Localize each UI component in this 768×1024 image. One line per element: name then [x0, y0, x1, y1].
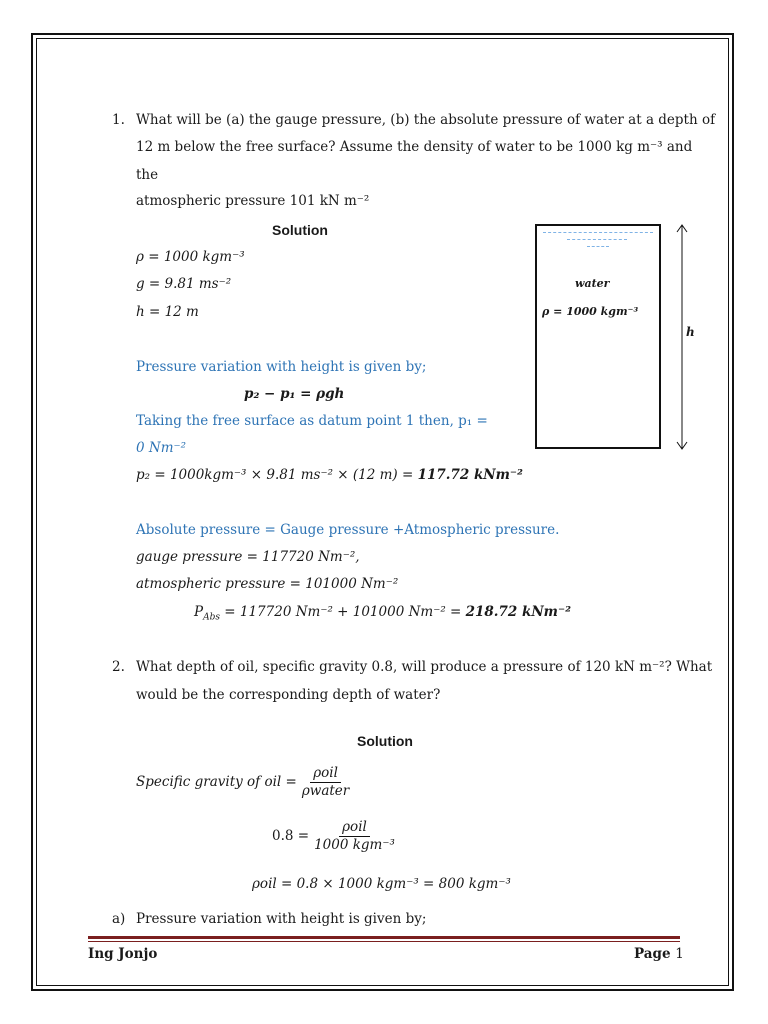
q2-line2: would be the corresponding depth of water?	[136, 687, 441, 703]
datum-line2: 0 Nm⁻²	[136, 440, 187, 456]
pressure-equation: p₂ − p₁ = ρgh	[244, 386, 345, 402]
p2-result: 117.72 kNm⁻²	[417, 467, 523, 483]
footer-rule	[88, 941, 680, 942]
pabs-symbol: P	[194, 604, 204, 620]
tank-label-rho: ρ = 1000 kgm⁻³	[542, 305, 639, 318]
pabs-line	[194, 604, 572, 623]
footer-page-number: 1	[675, 946, 684, 962]
part-a-text: Pressure variation with height is given by;	[136, 911, 427, 927]
sg-numerator: ρoil	[310, 766, 341, 783]
datum-line1: Taking the free surface as datum point 1 then, p₁ =	[136, 413, 488, 429]
abs-pressure-text: Absolute pressure = Gauge pressure +Atmospheric pressure.	[136, 522, 560, 538]
height-label: h	[686, 325, 695, 339]
q1-line4: atmospheric pressure 101 kN m⁻²	[136, 193, 370, 209]
q2-number: 2.	[112, 659, 125, 675]
rho-oil-result: ρoil = 0.8 × 1000 kgm⁻³ = 800 kgm⁻³	[252, 876, 511, 892]
specific-gravity-equation	[136, 766, 354, 799]
given-rho: ρ = 1000 kgm⁻³	[136, 249, 245, 265]
sg-fraction	[299, 766, 352, 799]
variation-text: Pressure variation with height is given by;	[136, 359, 427, 375]
sg-lhs: Specific gravity of oil =	[136, 773, 297, 790]
q1-line1: What will be (a) the gauge pressure, (b) the absolute pressure of water at a depth of	[136, 112, 716, 128]
q2-solution-heading: Solution	[357, 733, 413, 749]
eq2-lhs: 0.8 =	[272, 827, 310, 844]
footer-page-label: Page	[634, 946, 676, 962]
footer-page	[634, 946, 684, 962]
eq2-fraction	[311, 820, 398, 853]
gauge-pressure-line: gauge pressure = 117720 Nm⁻²,	[136, 549, 360, 565]
sg-value-equation	[272, 820, 400, 853]
q1-solution-heading: Solution	[272, 222, 328, 238]
water-surface-ripple	[567, 239, 627, 240]
sg-denominator: ρwater	[301, 782, 350, 799]
atm-pressure-line: atmospheric pressure = 101000 Nm⁻²	[136, 576, 399, 592]
pabs-calc: = 117720 Nm⁻² + 101000 Nm⁻² =	[219, 604, 466, 620]
q2-line1: What depth of oil, specific gravity 0.8, will produce a pressure of 120 kN m⁻²? What	[136, 659, 713, 675]
footer-author: Ing Jonjo	[88, 946, 158, 962]
pabs-subscript: Abs	[203, 612, 220, 623]
p2-calc-line	[136, 468, 523, 483]
given-g: g = 9.81 ms⁻²	[136, 276, 232, 292]
pabs-result: 218.72 kNm⁻²	[465, 604, 572, 620]
water-surface-ripple	[543, 232, 653, 233]
footer-rule	[88, 936, 680, 939]
part-a-label: a)	[112, 911, 126, 927]
water-surface-ripple	[587, 246, 609, 247]
tank-label-water: water	[575, 277, 610, 290]
eq2-denominator: 1000 kgm⁻³	[314, 836, 395, 853]
water-tank-figure	[535, 224, 661, 449]
eq2-numerator: ρoil	[339, 820, 370, 837]
q1-line2: 12 m below the free surface? Assume the density of water to be 1000 kg m⁻³ and	[136, 139, 693, 155]
q1-line3: the	[136, 167, 159, 183]
q1-number: 1.	[112, 112, 125, 128]
given-h: h = 12 m	[136, 304, 199, 320]
p2-calc: p₂ = 1000kgm⁻³ × 9.81 ms⁻² × (12 m) =	[136, 467, 418, 483]
